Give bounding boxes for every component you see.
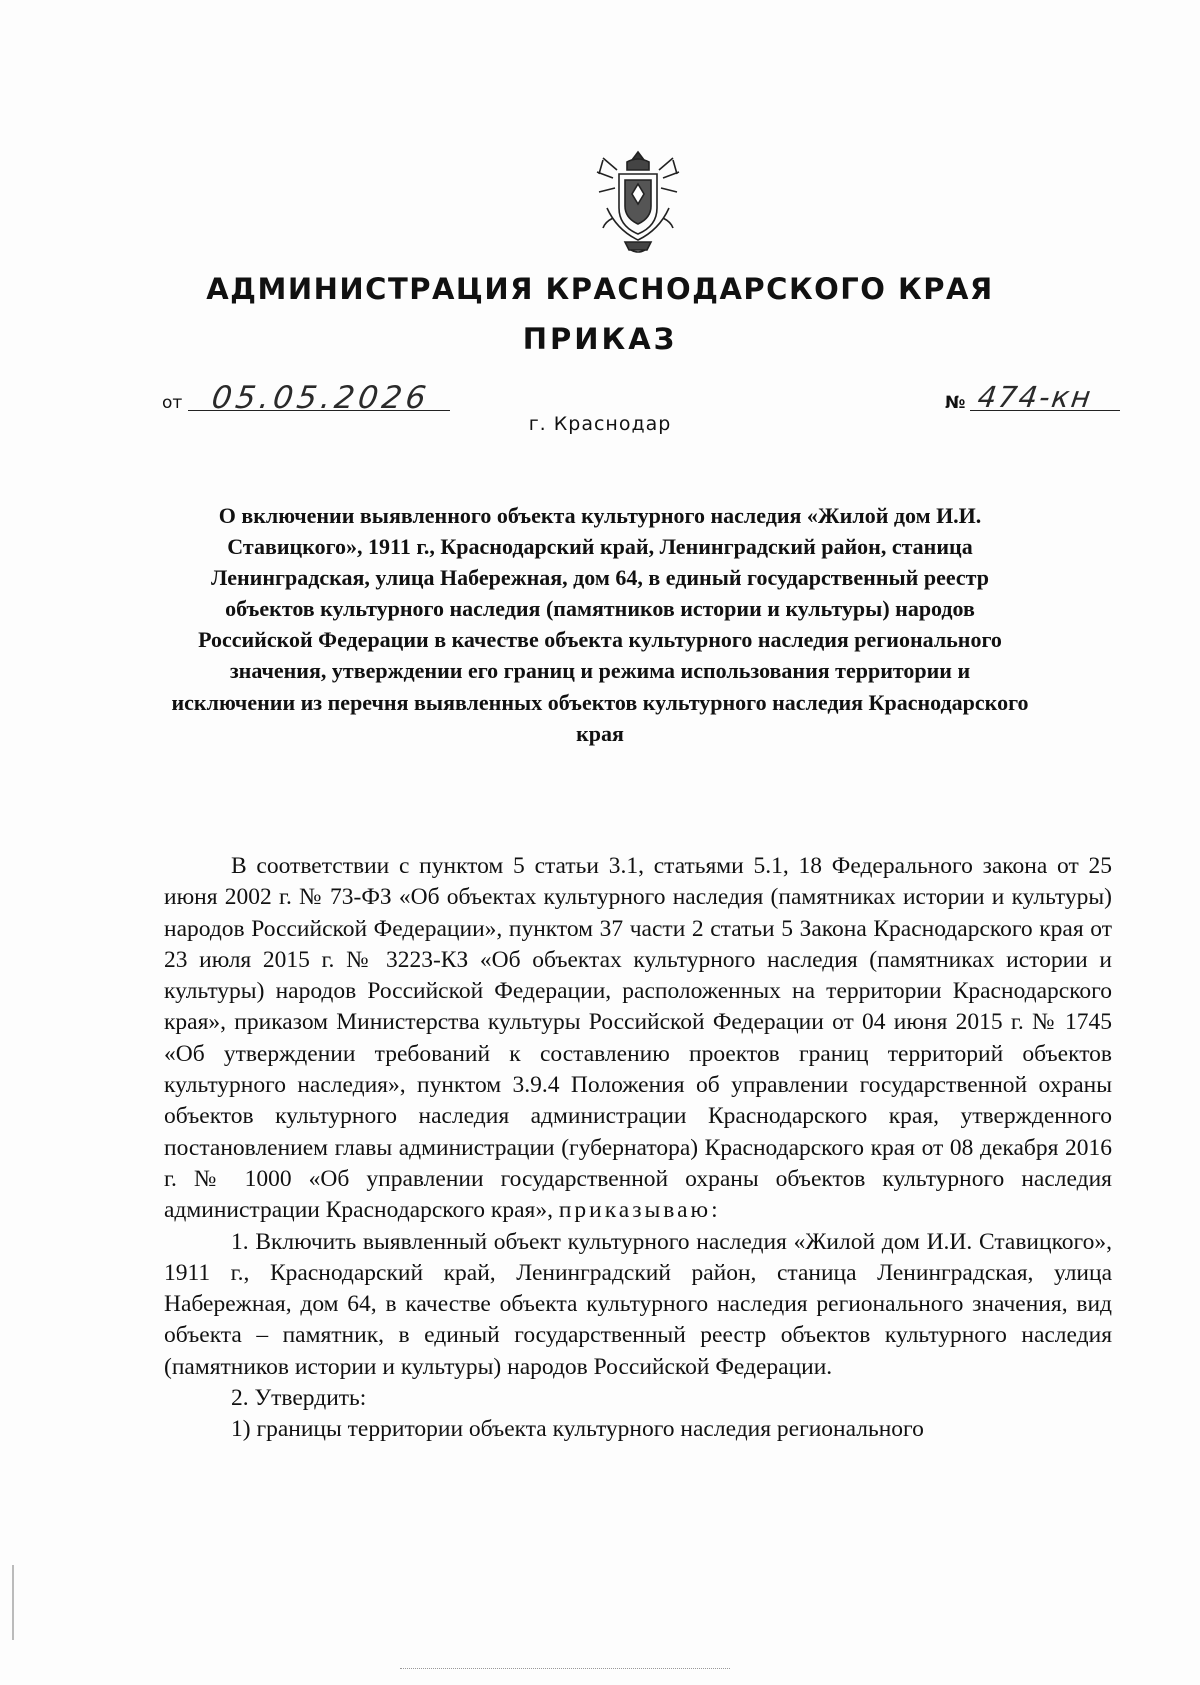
date-prefix: от [162,393,183,413]
item-1-paragraph: 1. Включить выявленный объект культурного наследия «Жилой дом И.И. Ставицкого», 1911 г., Краснодарский край, Ленинградский район, станица Ленинградская, улица Набережная, дом 64, в качестве объекта культурного наследия регионального значения, вид объекта – памятник, в единый государственный реестр объектов культурного наследия (памятников истории и культуры) народов Российской Федерации. [164,1228,1112,1380]
number-prefix: № [945,393,966,413]
document-body [164,851,1112,1446]
document-title: О включении выявленного объекта культурного наследия «Жилой дом И.И. Ставицкого», 1911 г., Краснодарский край, Ленинградский район, станица Ленинградская, улица Набережная, дом 64, в единый государственный реестр объектов культурного наследия (памятников истории и культуры) народов Российской Федерации в качестве объекта культурного наследия регионального значения, утверждении его границ и режима использования территории и исключении из перечня выявленных объектов культурного наследия Краснодарского края [171,503,1029,746]
handwritten-date: 05.05.2026 [209,380,433,416]
item-2-1-paragraph: 1) границы территории объекта культурного наследия регионального [231,1416,924,1443]
preamble-paragraph [164,851,1112,1227]
document-type: ПРИКАЗ [522,322,678,356]
item-2-paragraph: 2. Утвердить: [231,1385,367,1412]
scan-bottom-line [400,1668,730,1669]
krasnodar-coat-of-arms-icon [595,148,681,256]
scan-edge-mark [12,1565,14,1640]
handwritten-number: 474-кн [975,380,1095,414]
preamble-text: В соответствии с пунктом 5 статьи 3.1, статьями 5.1, 18 Федерального закона от 25 июня 2002 г. № 73-ФЗ «Об объектах культурного наследия (памятниках истории и культуры) народов Российской Федерации», пунктом 37 части 2 статьи 5 Закона Краснодарского края от 23 июля 2015 г. № 3223-КЗ «Об объектах культурного наследия (памятниках истории и культуры) народов Российской Федерации, расположенных на территории Краснодарского края», приказом Министерства культуры Российской Федерации от 04 июня 2015 г. № 1745 «Об утверждении требований к составлению проектов границ территорий объектов культурного наследия», пунктом 3.9.4 Положения об управлении государственной охраны объектов культурного наследия администрации Краснодарского края, утвержденного постановлением главы администрации (губернатора) Краснодарского края от 08 декабря 2016 г. № 1000 «Об управлении государственной охраны объектов культурного наследия администрации Краснодарского края», [164,853,1112,1224]
organization-name: АДМИНИСТРАЦИЯ КРАСНОДАРСКОГО КРАЯ [206,272,994,306]
order-word: приказываю: [558,1197,721,1224]
city-line: г. Краснодар [528,413,672,435]
